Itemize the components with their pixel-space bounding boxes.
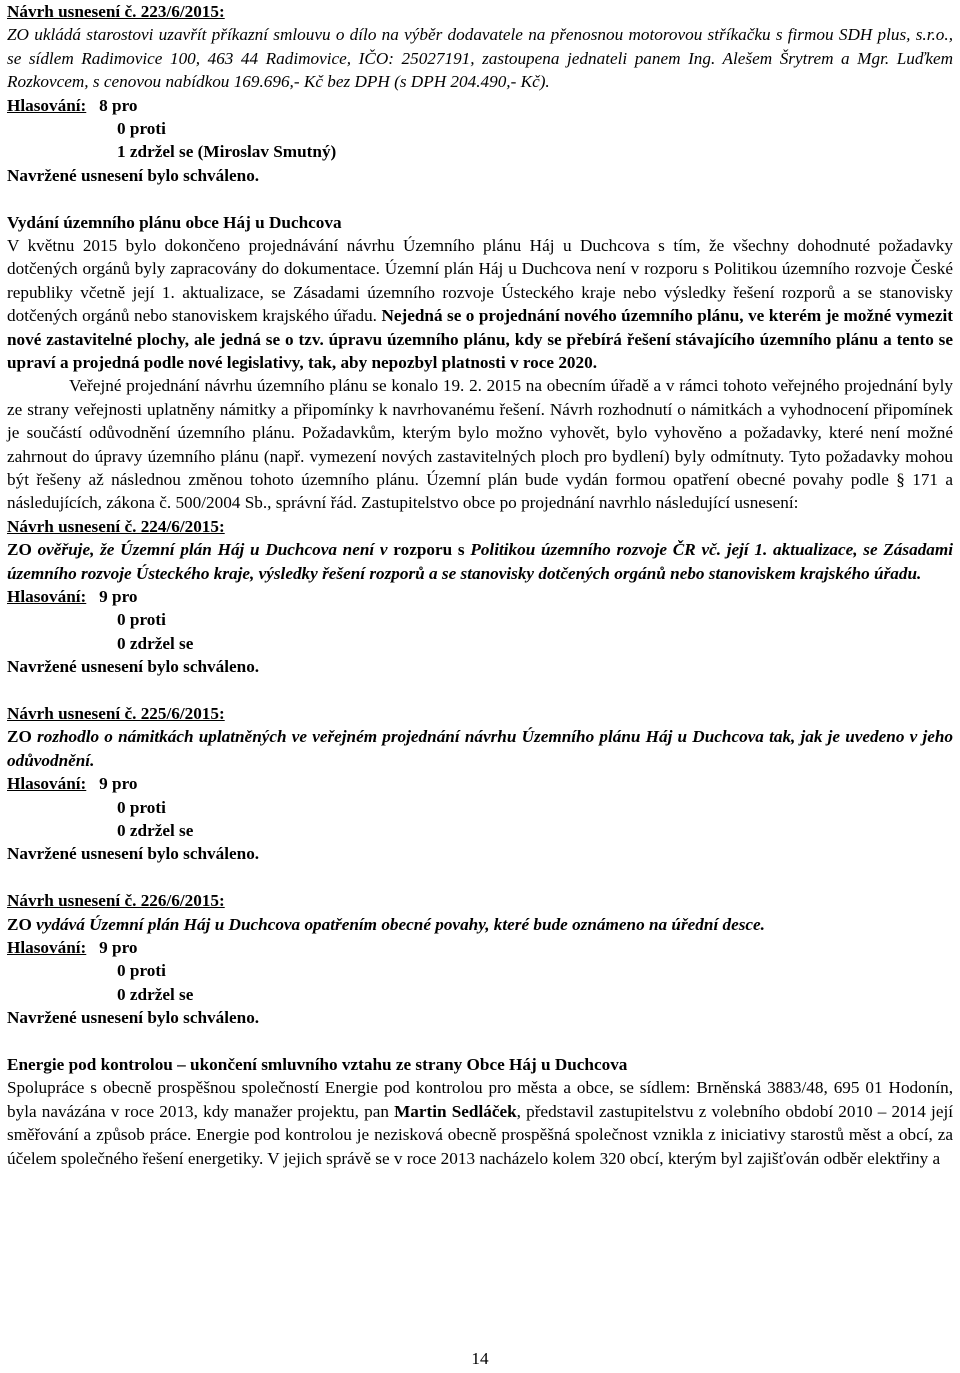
vote-zdrzel: 0 zdržel se [117, 633, 194, 653]
vote-row-zdrzel [7, 140, 953, 163]
vote-pro: 9 pro [99, 587, 138, 607]
person-name: Martin Sedláček [394, 1101, 517, 1121]
vote-row-proti [7, 796, 953, 819]
resolution-223 [7, 0, 953, 187]
resolution-heading: Návrh usnesení č. 224/6/2015: [7, 516, 225, 536]
vote-row-pro [7, 936, 953, 959]
section-energie [7, 1053, 953, 1170]
section-uzemni-plan [7, 211, 953, 515]
vote-row-proti [7, 959, 953, 982]
vote-row-zdrzel [7, 632, 953, 655]
approved-text: Navržené usnesení bylo schváleno. [7, 165, 260, 185]
vote-pro: 9 pro [99, 774, 138, 794]
vote-pro: 8 pro [99, 95, 138, 115]
page-number: 14 [471, 1349, 489, 1368]
vote-proti: 0 proti [117, 610, 166, 630]
vote-label: Hlasování: [7, 587, 87, 607]
resolution-226 [7, 889, 953, 1029]
approved-text: Navržené usnesení bylo schváleno. [7, 844, 260, 864]
approved-text: Navržené usnesení bylo schváleno. [7, 657, 260, 677]
section-paragraph-1: Spolupráce s obecně prospěšnou společností Energie pod kontrolou pro města a obce, se sídlem: Brněnská 3883/48, 695 01 Hodonín, byla navázána v roce 2013, kdy manažer projektu, pan Martin Sedláček, představil zastupitelstvu z volebního období 2010 – 2014 její směřování a způsob práce. Energie pod kontrolou je nezisková obecně prospěšná společnost vznikla z iniciativy starostů měst a obcí, za účelem společného řešení energetiky. V jejich správě se v roce 2013 nacházelo kolem 320 obcí, kterým byl zajišťován odběr elektřiny a [7, 1078, 954, 1168]
section-heading: Energie pod kontrolou – ukončení smluvního vztahu ze strany Obce Háj u Duchcova [7, 1055, 628, 1075]
vote-proti: 0 proti [117, 961, 166, 981]
resolution-text: ZO rozhodlo o námitkách uplatněných ve veřejném projednání návrhu Územního plánu Háj u Duchcova tak, jak je uvedeno v jeho odůvodnění. [7, 727, 953, 770]
vote-row-proti [7, 608, 953, 631]
vote-label: Hlasování: [7, 938, 87, 958]
resolution-text: ZO ověřuje, že Územní plán Háj u Duchcova není v rozporu s Politikou územního rozvoje ČR vč. její 1. aktualizace, se Zásadami územního rozvoje Ústeckého kraje, výsledky řešení rozporů a se stanovisky dotčených orgánů nebo stanoviskem krajského úřadu. [7, 540, 954, 583]
resolution-heading: Návrh usnesení č. 226/6/2015: [7, 891, 225, 911]
section-paragraph-2: Veřejné projednání návrhu územního plánu se konalo 19. 2. 2015 na obecním úřadě a v rámci tohoto veřejného projednání byly ze strany veřejnosti uplatněny námitky a připomínky k navrhovanému řešení. Návrh rozhodnutí o námitkách a vyhodnocení připomínek je součástí odůvodnění územního plánu. Požadavkům, kterým bylo možno vyhovět, bylo vyhověno a požadavky, které není možné zahrnout do úpravy územního plánu (např. vymezení nových zastavitelných ploch pro bydlení) byly odmítnuty. Tyto požadavky mohou být řešeny až následnou změnou tohoto územního plánu. Územní plán bude vydán formou opatření obecné povahy podle § 171 a následujících, zákona č. 500/2004 Sb., správní řád. Zastupitelstvo obce po projednání navrhlo následující usnesení: [7, 376, 953, 513]
resolution-heading: Návrh usnesení č. 223/6/2015: [7, 2, 225, 21]
vote-row-zdrzel [7, 819, 953, 842]
vote-zdrzel: 1 zdržel se (Miroslav Smutný) [117, 142, 337, 162]
vote-zdrzel: 0 zdržel se [117, 984, 194, 1004]
section-paragraph-1-bold: Nejedná se o projednání nového územního plánu, ve kterém je možné vymezit nové zastavitelné plochy, ale jedná se o tzv. úpravu územního plánu, kdy se přebírá řešení stávajícího územního plánu a tento se upraví a projedná podle nové legislativy, tak, aby nepozbyl platnosti v roce 2020. [7, 306, 953, 373]
vote-proti: 0 proti [117, 797, 166, 817]
vote-row-pro [7, 585, 953, 608]
resolution-224 [7, 515, 953, 679]
vote-pro: 9 pro [99, 938, 138, 958]
resolution-225 [7, 702, 953, 866]
vote-label: Hlasování: [7, 95, 87, 115]
vote-row-proti [7, 117, 953, 140]
vote-label: Hlasování: [7, 774, 87, 794]
document-page [7, 0, 953, 1170]
vote-row-pro [7, 772, 953, 795]
vote-row-pro [7, 94, 953, 117]
vote-zdrzel: 0 zdržel se [117, 821, 194, 841]
resolution-text [7, 23, 953, 93]
vote-proti: 0 proti [117, 119, 166, 139]
resolution-body: ZO ukládá starostovi uzavřít příkazní smlouvu o dílo na výběr dodavatele na přenosnou motorovou stříkačku s firmou SDH plus, s.r.o., se sídlem Radimovice 100, 463 44 Radimovice, IČO: 25027191, zastoupena jednateli panem Ing. Alešem Šrytrem a Mgr. Luďkem Rozkovcem, s cenovou nabídkou 169.696,- Kč bez DPH (s DPH 204.490,- Kč). [7, 25, 953, 92]
vote-row-zdrzel [7, 983, 953, 1006]
resolution-heading: Návrh usnesení č. 225/6/2015: [7, 704, 225, 724]
resolution-text: ZO vydává Územní plán Háj u Duchcova opatřením obecné povahy, které bude oznámeno na úřední desce. [7, 914, 765, 934]
section-heading: Vydání územního plánu obce Háj u Duchcova [7, 212, 342, 232]
approved-text: Navržené usnesení bylo schváleno. [7, 1008, 260, 1028]
section-paragraph-1: V květnu 2015 bylo dokončeno projednávání návrhu Územního plánu Háj u Duchcova s tím, že všechny dohodnuté požadavky dotčených orgánů byly zapracovány do dokumentace. Územní plán Háj u Duchcova není v rozporu s Politikou územního rozvoje České republiky včetně její 1. aktualizace, se Zásadami územního rozvoje Ústeckého kraje nebo výsledky řešení rozporů a se stanovisky dotčených orgánů nebo stanoviskem krajského úřadu. Nejedná se o projednání nového územního plánu, ve kterém je možné vymezit nové zastavitelné plochy, ale jedná se o tzv. úpravu územního plánu, kdy se přebírá řešení stávajícího územního plánu a tento se upraví a projedná podle nové legislativy, tak, aby nepozbyl platnosti v roce 2020. [7, 236, 953, 373]
